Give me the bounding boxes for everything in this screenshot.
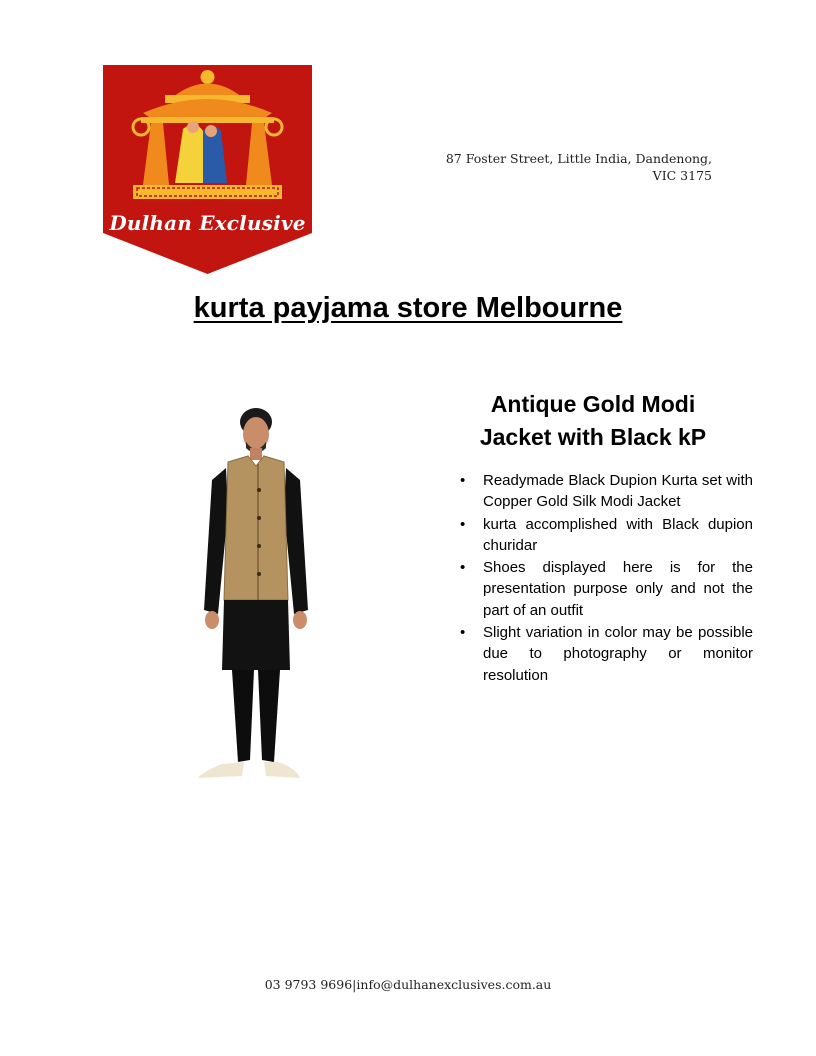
product-features-list (458, 470, 753, 687)
feature-item: • Slight variation in color may be possible due to photography or monitor resolution (458, 622, 753, 686)
footer-email[interactable]: info@dulhanexclusives.com.au (356, 977, 552, 992)
product-title (452, 388, 734, 454)
product-title-line-1: Antique Gold Modi (490, 391, 696, 417)
footer-separator: | (352, 977, 357, 992)
feature-item: • kurta accomplished with Black dupion churidar (458, 514, 753, 557)
feature-item: • Shoes displayed here is for the presentation purpose only and not the part of an outfit (458, 557, 753, 621)
footer-contact (0, 977, 816, 992)
feature-item: • Readymade Black Dupion Kurta set with Copper Gold Silk Modi Jacket (458, 470, 753, 513)
logo-brand-name: Dulhan Exclusive (109, 211, 306, 235)
product-title-line-2: Jacket with Black kP (479, 424, 707, 450)
model-illustration (192, 400, 320, 796)
address-line-2: VIC 3175 (652, 168, 712, 183)
product-photo (192, 400, 320, 796)
footer-phone: 03 9793 9696 (264, 977, 353, 992)
logo-emblem (103, 65, 312, 274)
page-title: kurta payjama store Melbourne (193, 292, 623, 324)
brand-logo (103, 65, 312, 274)
store-address (420, 150, 712, 184)
address-line-1: 87 Foster Street, Little India, Dandenong, (445, 151, 712, 166)
